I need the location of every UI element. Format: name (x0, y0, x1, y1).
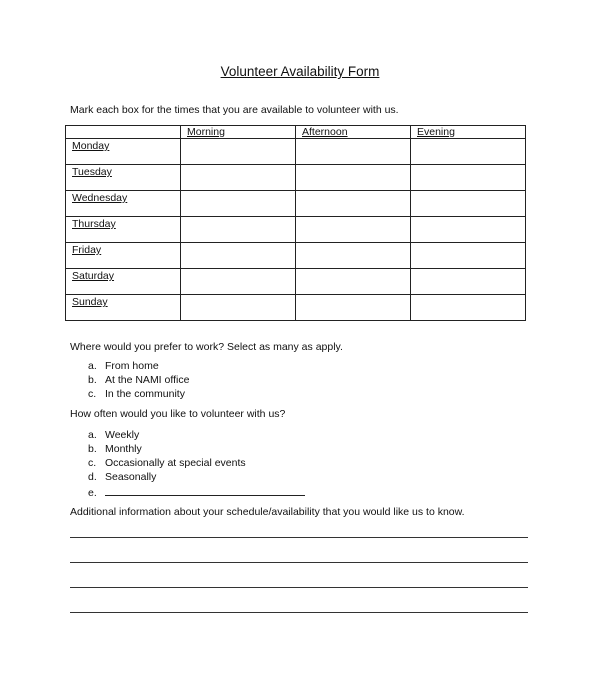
evening-checkbox-cell[interactable] (411, 217, 526, 243)
header-afternoon: Afternoon (296, 126, 411, 139)
morning-checkbox-cell[interactable] (181, 269, 296, 295)
option-label: Monthly (105, 443, 142, 455)
day-label: Saturday (66, 269, 181, 295)
afternoon-checkbox-cell[interactable] (296, 139, 411, 165)
afternoon-checkbox-cell[interactable] (296, 165, 411, 191)
option-label: Weekly (105, 429, 140, 441)
header-cell (66, 126, 181, 139)
write-line-3[interactable] (70, 587, 528, 588)
option-item[interactable] (88, 443, 142, 455)
day-label: Thursday (66, 217, 181, 243)
evening-checkbox-cell[interactable] (411, 191, 526, 217)
table-row (66, 243, 526, 269)
write-line-2[interactable] (70, 562, 528, 563)
afternoon-checkbox-cell[interactable] (296, 217, 411, 243)
option-item[interactable] (88, 485, 305, 499)
evening-checkbox-cell[interactable] (411, 295, 526, 321)
option-marker: d. (88, 471, 97, 483)
table-row (66, 269, 526, 295)
option-marker: a. (88, 360, 97, 372)
morning-checkbox-cell[interactable] (181, 295, 296, 321)
option-label: In the community (105, 388, 185, 400)
option-marker: c. (88, 388, 97, 400)
option-label: Seasonally (105, 471, 157, 483)
option-label: At the NAMI office (105, 374, 190, 386)
option-label: From home (105, 360, 159, 372)
day-label: Wednesday (66, 191, 181, 217)
evening-checkbox-cell[interactable] (411, 269, 526, 295)
additional-info-prompt: Additional information about your schedule/availability that you would like us to know. (70, 506, 465, 518)
afternoon-checkbox-cell[interactable] (296, 269, 411, 295)
day-label: Sunday (66, 295, 181, 321)
day-label: Friday (66, 243, 181, 269)
afternoon-checkbox-cell[interactable] (296, 295, 411, 321)
option-item[interactable] (88, 360, 159, 372)
availability-table (65, 125, 526, 321)
table-row (66, 295, 526, 321)
option-item[interactable] (88, 429, 139, 441)
table-row (66, 165, 526, 191)
table-row (66, 191, 526, 217)
other-blank-line[interactable] (105, 485, 305, 496)
question-frequency: How often would you like to volunteer with us? (70, 408, 286, 420)
morning-checkbox-cell[interactable] (181, 217, 296, 243)
morning-checkbox-cell[interactable] (181, 165, 296, 191)
evening-checkbox-cell[interactable] (411, 139, 526, 165)
morning-checkbox-cell[interactable] (181, 139, 296, 165)
form-title: Volunteer Availability Form (220, 64, 380, 79)
option-label: Occasionally at special events (105, 457, 246, 469)
option-marker: b. (88, 374, 97, 386)
option-marker: e. (88, 487, 97, 499)
morning-checkbox-cell[interactable] (181, 243, 296, 269)
instructions: Mark each box for the times that you are available to volunteer with us. (70, 104, 399, 116)
question-work-location: Where would you prefer to work? Select as many as apply. (70, 341, 343, 353)
header-evening: Evening (411, 126, 526, 139)
option-marker: b. (88, 443, 97, 455)
afternoon-checkbox-cell[interactable] (296, 243, 411, 269)
option-item[interactable] (88, 388, 185, 400)
option-marker: c. (88, 457, 97, 469)
option-item[interactable] (88, 457, 246, 469)
write-line-4[interactable] (70, 612, 528, 613)
option-item[interactable] (88, 471, 156, 483)
afternoon-checkbox-cell[interactable] (296, 191, 411, 217)
table-row (66, 139, 526, 165)
option-marker: a. (88, 429, 97, 441)
option-item[interactable] (88, 374, 189, 386)
morning-checkbox-cell[interactable] (181, 191, 296, 217)
day-label: Monday (66, 139, 181, 165)
table-row (66, 217, 526, 243)
day-label: Tuesday (66, 165, 181, 191)
table-header-row (66, 126, 526, 139)
evening-checkbox-cell[interactable] (411, 165, 526, 191)
write-line-1[interactable] (70, 537, 528, 538)
header-morning: Morning (181, 126, 296, 139)
evening-checkbox-cell[interactable] (411, 243, 526, 269)
